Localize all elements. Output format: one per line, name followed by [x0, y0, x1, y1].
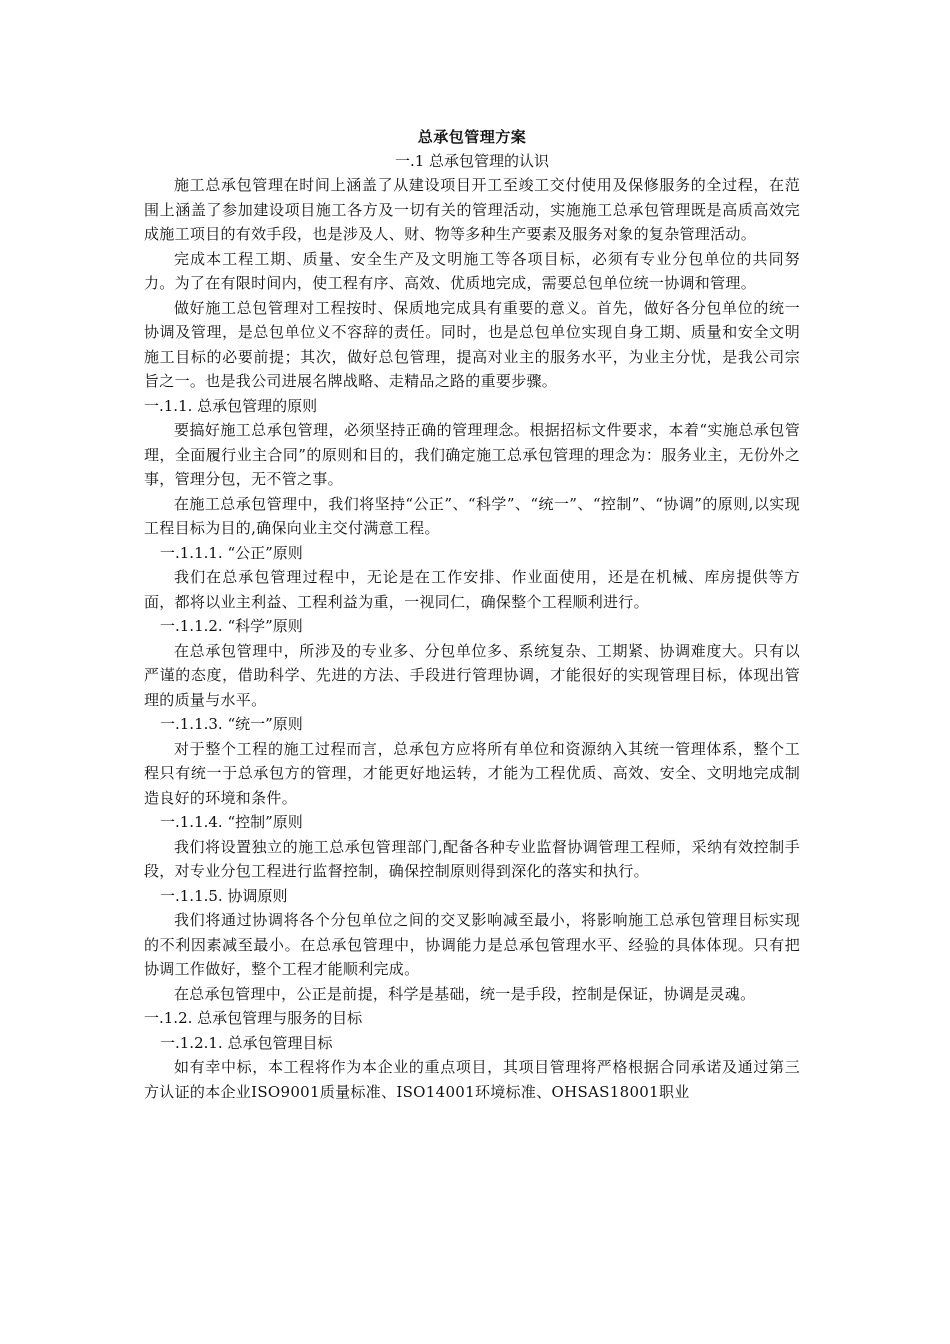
document-title: 总承包管理方案: [417, 128, 527, 146]
paragraph: 对于整个工程的施工过程而言，总承包方应将所有单位和资源纳入其统一管理体系，整个工程只有统一于总承包方的管理，才能更好地运转，才能为工程优质、高效、安全、文明地完成制造良好的环境和条件。: [144, 739, 800, 807]
paragraph: 在总承包管理中，所涉及的专业多、分包单位多、系统复杂、工期紧、协调难度大。只有以严谨的态度，借助科学、先进的方法、手段进行管理协调，才能很好的实现管理目标，体现出管理的质量与水平。: [144, 641, 800, 709]
paragraph: 施工总承包管理在时间上涵盖了从建设项目开工至竣工交付使用及保修服务的全过程，在范围上涵盖了参加建设项目施工各方及一切有关的管理活动，实施施工总承包管理既是高质高效完成施工项目的有效手段，也是涉及人、财、物等多种生产要素及服务对象的复杂管理活动。: [144, 176, 800, 243]
paragraph: 我们将通过协调将各个分包单位之间的交叉影响减至最小，将影响施工总承包管理目标实现的不利因素减至最小。在总承包管理中，协调能力是总承包管理水平、经验的具体体现。只有把协调工作做好，整个工程才能顺利完成。: [144, 911, 800, 978]
paragraph: 我们将设置独立的施工总承包管理部门,配备各种专业监督协调管理工程师，采纳有效控制手段，对专业分包工程进行监督控制，确保控制原则得到深化的落实和执行。: [144, 837, 800, 880]
section-heading-1-2: 一.1.2. 总承包管理与服务的目标: [144, 1009, 363, 1027]
section-heading-1: 一.1 总承包管理的认识: [394, 152, 550, 170]
subsection-heading-1-1-4: 一.1.1.4. “控制”原则: [160, 813, 303, 831]
paragraph: 我们在总承包管理过程中，无论是在工作安排、作业面使用，还是在机械、库房提供等方面，都将以业主利益、工程利益为重，一视同仁，确保整个工程顺利进行。: [144, 568, 800, 611]
subsection-heading-1-1-2: 一.1.1.2. “科学”原则: [160, 617, 303, 635]
paragraph: 在总承包管理中，公正是前提，科学是基础，统一是手段，控制是保证，协调是灵魂。: [174, 984, 756, 1003]
paragraph: 完成本工程工期、质量、安全生产及文明施工等各项目标，必须有专业分包单位的共同努力。为了在有限时间内，使工程有序、高效、优质地完成，需要总包单位统一协调和管理。: [144, 249, 800, 292]
subsection-heading-1-1-3: 一.1.1.3. “统一”原则: [160, 715, 303, 733]
paragraph: 要搞好施工总承包管理，必须坚持正确的管理理念。根据招标文件要求，本着“实施总承包管理，全面履行业主合同”的原则和目的，我们确定施工总承包管理的理念为：服务业主，无份外之事，管理分包，无不管之事。: [144, 421, 800, 488]
paragraph: 在施工总承包管理中，我们将坚持“公正”、“科学”、“统一”、“控制”、“协调”的原则,以实现工程目标为目的,确保向业主交付满意工程。: [144, 494, 800, 537]
paragraph: 如有幸中标，本工程将作为本企业的重点项目，其项目管理将严格根据合同承诺及通过第三方认证的本企业ISO9001质量标准、ISO14001环境标准、OHSAS18001职业: [144, 1058, 800, 1101]
section-heading-1-1: 一.1.1. 总承包管理的原则: [144, 396, 318, 415]
document-body: [144, 125, 800, 1104]
paragraph: 做好施工总包管理对工程按时、保质地完成具有重要的意义。首先，做好各分包单位的统一协调及管理，是总包单位义不容辞的责任。同时，也是总包单位实现自身工期、质量和安全文明施工目标的必要前提；其次，做好总包管理，提高对业主的服务水平，为业主分忧，是我公司宗旨之一。也是我公司进展名牌战略、走精品之路的重要步骤。: [144, 298, 800, 390]
subsection-heading-1-1-5: 一.1.1.5. 协调原则: [160, 886, 288, 905]
subsection-heading-1-2-1: 一.1.2.1. 总承包管理目标: [160, 1033, 333, 1052]
subsection-heading-1-1-1: 一.1.1.1. “公正”原则: [160, 543, 303, 562]
